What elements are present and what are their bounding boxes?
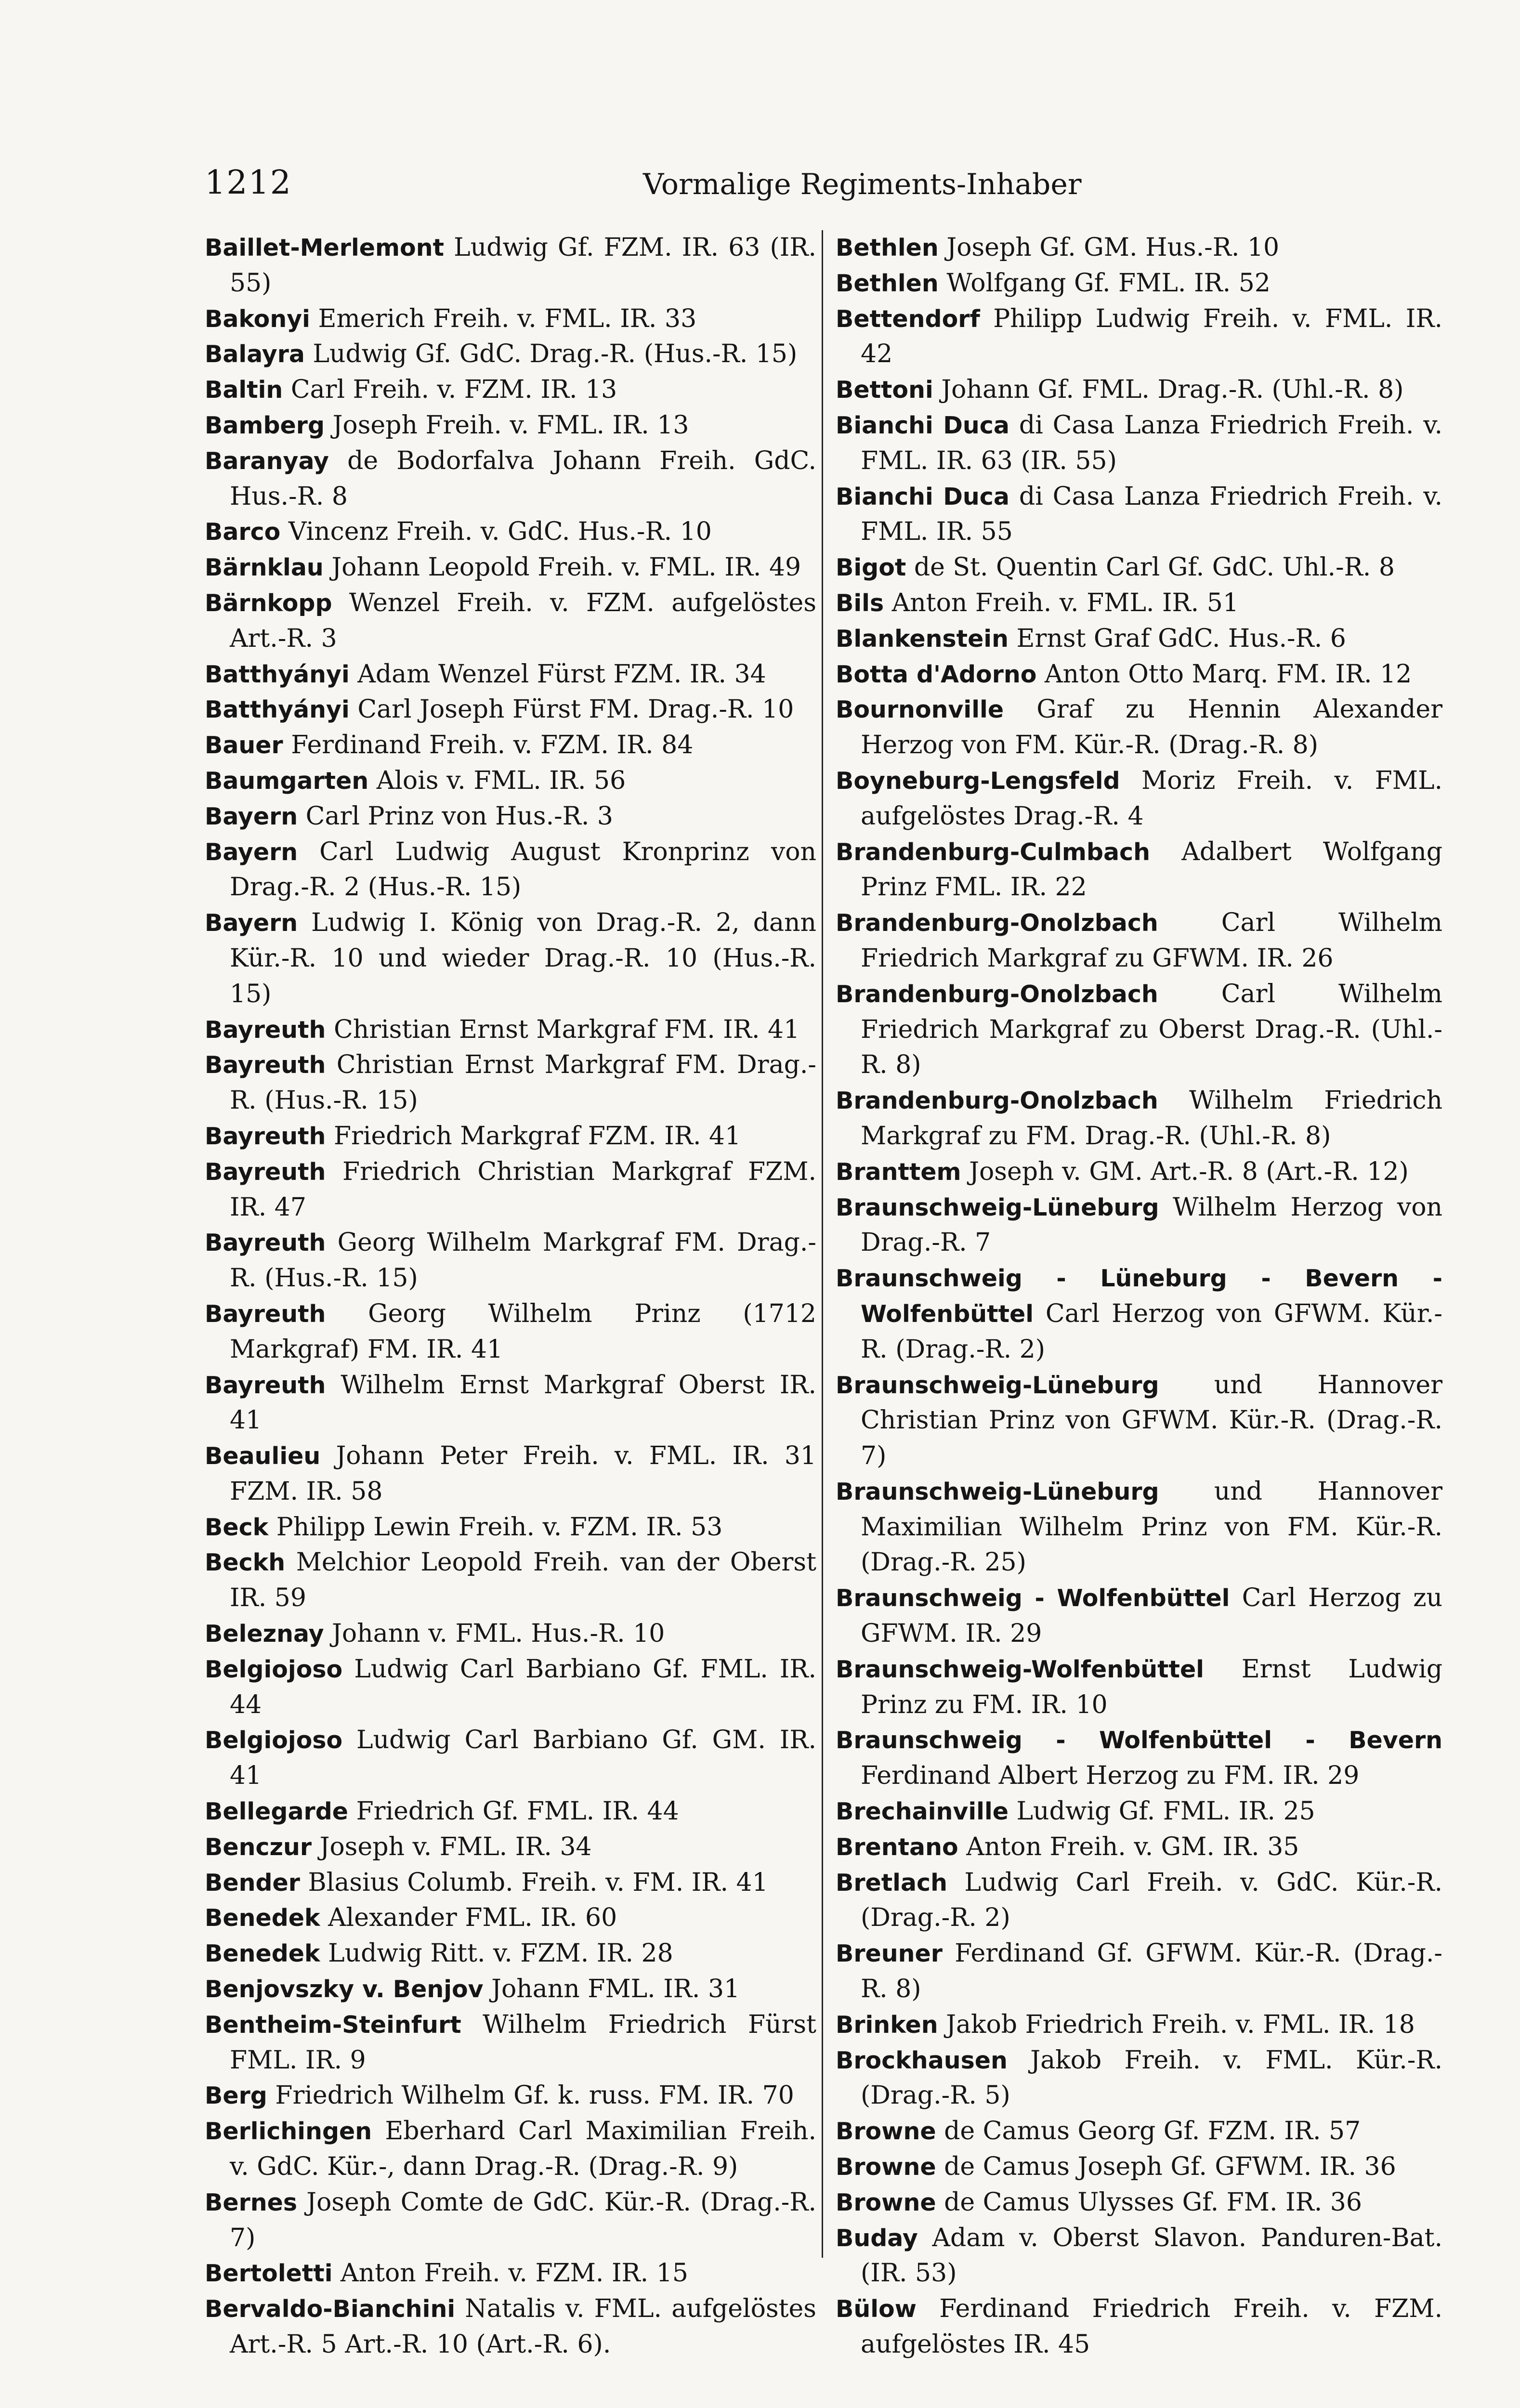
entry-name: Baumgarten [205,767,369,795]
register-entry [836,586,1442,621]
entry-name: Baltin [205,376,283,404]
entry-name: Bamberg [205,411,325,439]
register-entry [836,1154,1442,1190]
register-entry [205,2114,816,2185]
register-entry [836,479,1442,550]
register-entry [205,728,816,763]
entry-name: Bretlach [836,1869,947,1897]
entry-name: Bertoletti [205,2260,333,2288]
register-entry [205,2007,816,2079]
entry-text: Anton Freih. v. FML. IR. 51 [891,588,1239,617]
register-entry [205,444,816,515]
entry-text: Ludwig Carl Barbiano Gf. FML. IR. 44 [230,1654,816,1719]
register-entry [836,2114,1442,2149]
entry-text: Ernst Graf GdC. Hus.-R. 6 [1016,624,1346,653]
entry-name: Bayreuth [205,1122,326,1150]
entry-text: Ferdinand Freih. v. FZM. IR. 84 [291,731,694,760]
entry-text: Carl Herzog zu GFWM. IR. 29 [861,1584,1442,1649]
entry-name: Bethlen [836,269,939,297]
register-entry [205,2078,816,2114]
entry-name: Bettendorf [836,305,980,333]
entry-text: Alois v. FML. IR. 56 [376,766,626,795]
register-entry [836,1652,1442,1723]
register-entry [205,1225,816,1296]
register-entry [836,550,1442,586]
register-entry [205,2185,816,2256]
entry-name: Braunschweig-Lüneburg [836,1193,1159,1221]
entry-text: Ludwig I. König von Drag.-R. 2, dann Kür.-R. 10 und wieder Drag.-R. 10 (Hus.-R. 15) [230,908,816,1008]
entry-text: di Casa Lanza Friedrich Freih. v. FML. IR. 55 [861,482,1442,547]
register-entry [205,1865,816,1901]
register-entry [836,301,1442,373]
register-entry [836,2043,1442,2114]
entry-name: Browne [836,2188,936,2216]
entry-name: Buday [836,2224,918,2252]
entry-name: Breuner [836,1940,943,1968]
entry-name: Beckh [205,1549,286,1577]
entry-name: Benedek [205,1904,320,1932]
entry-text: Joseph v. GM. Art.-R. 8 (Art.-R. 12) [969,1157,1409,1186]
entry-text: Vincenz Freih. v. GdC. Hus.-R. 10 [288,517,712,547]
running-title: Vormalige Regiments-Inhaber [643,168,1082,201]
register-entry [205,1972,816,2007]
entry-text: de Camus Ulysses Gf. FM. IR. 36 [944,2187,1362,2217]
entry-text: Philipp Ludwig Freih. v. FML. IR. 42 [861,304,1442,369]
entry-name: Bayreuth [205,1158,326,1186]
entry-name: Beaulieu [205,1442,321,1470]
entry-name: Berg [205,2082,267,2110]
entry-name: Baillet-Merlemont [205,234,445,262]
entry-text: de Bodorfalva Johann Freih. GdC. Hus.-R. 8 [230,446,816,511]
entry-name: Brandenburg-Onolzbach [836,909,1158,937]
page-header [205,164,1452,217]
entry-name: Bianchi Duca [836,411,1009,439]
register-entry [836,1083,1442,1154]
register-entry [205,1830,816,1865]
entry-text: Friedrich Wilhelm Gf. k. russ. FM. IR. 70 [275,2081,794,2110]
entry-text: Adalbert Wolfgang Prinz FML. IR. 22 [861,837,1443,902]
register-entry [205,1616,816,1652]
register-entry [205,1900,816,1936]
register-entry [205,692,816,728]
entry-name: Brandenburg-Culmbach [836,838,1150,866]
entry-name: Balayra [205,340,305,368]
entry-text: di Casa Lanza Friedrich Freih. v. FML. IR. 63 (IR. 55) [861,410,1442,475]
entry-name: Bayreuth [205,1229,326,1257]
column-divider [822,230,823,2258]
entry-text: Carl Ludwig August Kronprinz von Drag.-R. 2 (Hus.-R. 15) [230,837,817,902]
entry-name: Bentheim-Steinfurt [205,2011,461,2039]
register-entry [205,550,816,586]
entry-text: Jakob Friedrich Freih. v. FML. IR. 18 [946,2010,1415,2039]
register-entry [205,1047,816,1119]
entry-name: Batthyányi [205,696,350,724]
entry-name: Bayern [205,802,298,830]
entry-name: Bigot [836,554,906,582]
entry-text: Wilhelm Friedrich Fürst FML. IR. 9 [230,2010,816,2075]
register-entry [205,657,816,693]
entry-name: Brentano [836,1833,958,1861]
register-entry [836,2185,1442,2221]
entry-text: Anton Otto Marq. FM. IR. 12 [1044,659,1412,689]
right-column [836,230,1442,2363]
entry-text: Friedrich Markgraf FZM. IR. 41 [333,1121,741,1151]
entry-text: Wolfgang Gf. FML. IR. 52 [946,268,1271,298]
entry-text: Ludwig Ritt. v. FZM. IR. 28 [328,1939,673,1968]
register-entry [205,1296,816,1368]
register-entry [205,2291,816,2363]
entry-text: Eberhard Carl Maximilian Freih. v. GdC. Kür.-, dann Drag.-R. (Drag.-R. 9) [230,2117,816,2182]
entry-text: Johann v. FML. Hus.-R. 10 [332,1619,665,1649]
register-entry [836,1190,1442,1261]
register-entry [205,1439,816,1510]
entry-name: Braunschweig - Lüneburg - Bevern - Wolfenbüttel [836,1265,1442,1328]
entry-name: Brinken [836,2011,938,2039]
entry-text: Johann FML. IR. 31 [491,1975,740,2004]
entry-name: Benedek [205,1940,320,1968]
entry-text: Christian Ernst Markgraf FM. IR. 41 [333,1015,800,1044]
register-entry [205,763,816,799]
entry-name: Branttem [836,1158,961,1186]
entry-name: Bayern [205,909,298,937]
register-entry [205,799,816,835]
register-entry [205,835,816,906]
entry-name: Brockhausen [836,2046,1008,2074]
entry-text: Moriz Freih. v. FML. aufgelöstes Drag.-R. 4 [861,766,1442,831]
entry-text: Ludwig Carl Freih. v. GdC. Kür.-R. (Drag.-R. 2) [861,1868,1442,1933]
entry-name: Blankenstein [836,625,1009,653]
entry-text: Wilhelm Ernst Markgraf Oberst IR. 41 [230,1370,817,1435]
register-entry [205,337,816,372]
entry-name: Benczur [205,1833,312,1861]
register-entry [836,2221,1442,2292]
entry-text: Adam Wenzel Fürst FZM. IR. 34 [357,659,766,689]
register-entry [205,372,816,408]
register-entry [836,621,1442,657]
entry-text: Ernst Ludwig Prinz zu FM. IR. 10 [861,1654,1443,1719]
entry-name: Boyneburg-Lengsfeld [836,767,1120,795]
entry-name: Batthyányi [205,660,350,688]
entry-text: Wenzel Freih. v. FZM. aufgelöstes Art.-R. 3 [230,588,817,653]
entry-text: Carl Herzog von GFWM. Kür.-R. (Drag.-R. 2) [861,1299,1442,1364]
entry-text: Anton Freih. v. GM. IR. 35 [966,1832,1299,1861]
register-entry [205,1545,816,1616]
register-entry [205,514,816,550]
register-entry [205,1510,816,1545]
register-entry [836,1368,1442,1474]
entry-name: Benjovszky v. Benjov [205,1976,484,2003]
register-entry [836,1581,1442,1652]
entry-text: de St. Quentin Carl Gf. GdC. Uhl.-R. 8 [914,553,1395,582]
register-entry [205,905,816,1012]
register-entry [836,977,1442,1083]
entry-name: Braunschweig - Wolfenbüttel - Bevern [836,1727,1442,1754]
entry-name: Bayreuth [205,1051,326,1079]
entry-text: Ludwig Carl Barbiano Gf. GM. IR. 41 [230,1726,817,1791]
register-entry [205,1652,816,1723]
left-column [205,230,816,2363]
entry-text: Ludwig Gf. FML. IR. 25 [1016,1797,1315,1826]
entry-name: Bayreuth [205,1016,326,1044]
register-entry [836,692,1442,763]
entry-name: Bärnklau [205,554,324,582]
register-entry [205,586,816,657]
entry-text: Philipp Lewin Freih. v. FZM. IR. 53 [276,1512,723,1542]
entry-name: Bender [205,1869,300,1897]
register-entry [836,1723,1442,1794]
page-number: 1212 [205,164,292,202]
register-entry [205,2256,816,2291]
entry-name: Botta d'Adorno [836,660,1037,688]
register-entry [205,1723,816,1794]
entry-name: Brandenburg-Onolzbach [836,1087,1158,1115]
entry-text: Johann Peter Freih. v. FML. IR. 31 FZM. IR. 58 [230,1441,816,1506]
register-entry [836,372,1442,408]
entry-text: Jakob Freih. v. FML. Kür.-R. (Drag.-R. 5) [861,2045,1443,2110]
entry-name: Bayreuth [205,1300,326,1328]
register-entry [205,1368,816,1439]
register-entry [836,1474,1442,1581]
entry-name: Braunschweig-Lüneburg [836,1478,1159,1505]
register-entry [836,266,1442,301]
entry-name: Bettoni [836,376,933,404]
entry-text: Adam v. Oberst Slavon. Panduren-Bat. (IR. 53) [861,2223,1442,2288]
entry-name: Belgiojoso [205,1655,343,1683]
entry-name: Brechainville [836,1798,1009,1826]
entry-text: Friedrich Christian Markgraf FZM. IR. 47 [230,1157,816,1222]
entry-text: Carl Joseph Fürst FM. Drag.-R. 10 [357,695,794,724]
entry-name: Brandenburg-Onolzbach [836,980,1158,1008]
entry-text: Emerich Freih. v. FML. IR. 33 [318,304,697,333]
register-entry [836,230,1442,266]
entry-text: Wilhelm Herzog von Drag.-R. 7 [861,1192,1443,1257]
register-entry [205,301,816,337]
register-entry [836,1830,1442,1865]
register-entry [836,1865,1442,1937]
entry-name: Barco [205,518,281,546]
entry-text: Alexander FML. IR. 60 [328,1903,617,1933]
entry-text: Joseph v. FML. IR. 34 [319,1832,592,1861]
entry-name: Bayern [205,838,298,866]
register-entry [836,1794,1442,1830]
register-entry [205,230,816,301]
register-entry [836,2291,1442,2363]
entry-text: Ferdinand Friedrich Freih. v. FZM. aufgelöstes IR. 45 [861,2294,1442,2359]
entry-text: und Hannover Christian Prinz von GFWM. Kür.-R. (Drag.-R. 7) [861,1370,1442,1471]
entry-text: Joseph Comte de GdC. Kür.-R. (Drag.-R. 7) [230,2187,817,2252]
register-entry [836,2149,1442,2185]
entry-text: Ludwig Gf. GdC. Drag.-R. (Hus.-R. 15) [313,340,798,369]
entry-text: Johann Gf. FML. Drag.-R. (Uhl.-R. 8) [941,375,1404,405]
register-entry [205,1154,816,1226]
register-entry [205,1794,816,1830]
entry-text: Blasius Columb. Freih. v. FM. IR. 41 [308,1868,768,1897]
entry-text: Friedrich Gf. FML. IR. 44 [356,1797,679,1826]
entry-name: Bervaldo-Bianchini [205,2295,456,2323]
entry-name: Browne [836,2118,936,2146]
entry-name: Beck [205,1513,269,1541]
register-entry [836,763,1442,835]
entry-name: Belgiojoso [205,1727,343,1754]
entry-text: de Camus Georg Gf. FZM. IR. 57 [944,2117,1361,2146]
entry-text: Natalis v. FML. aufgelöstes Art.-R. 5 Art.-R. 10 (Art.-R. 6). [230,2294,816,2359]
entry-text: Anton Freih. v. FZM. IR. 15 [341,2259,688,2288]
entry-name: Bils [836,589,884,617]
entry-text: Carl Wilhelm Friedrich Markgraf zu Oberst Drag.-R. (Uhl.-R. 8) [861,979,1442,1080]
entry-text: Ferdinand Albert Herzog zu FM. IR. 29 [861,1761,1360,1791]
entry-text: Georg Wilhelm Markgraf FM. Drag.-R. (Hus.-R. 15) [230,1228,816,1293]
entry-name: Bayreuth [205,1371,326,1399]
entry-text: Wilhelm Friedrich Markgraf zu FM. Drag.-R. (Uhl.-R. 8) [861,1086,1442,1151]
entry-name: Bianchi Duca [836,483,1009,510]
entry-name: Braunschweig-Lüneburg [836,1371,1159,1399]
entry-text: Carl Freih. v. FZM. IR. 13 [290,375,617,405]
entry-text: de Camus Joseph Gf. GFWM. IR. 36 [944,2152,1396,2182]
entry-name: Bellegarde [205,1798,349,1826]
entry-text: Carl Prinz von Hus.-R. 3 [305,801,613,831]
entry-name: Braunschweig-Wolfenbüttel [836,1655,1204,1683]
entry-name: Bethlen [836,234,939,262]
entry-name: Bernes [205,2188,298,2216]
entry-text: Graf zu Hennin Alexander Herzog von FM. Kür.-R. (Drag.-R. 8) [861,695,1442,760]
entry-text: Melchior Leopold Freih. van der Oberst IR. 59 [230,1548,817,1613]
entry-name: Beleznay [205,1620,324,1648]
entry-name: Bauer [205,732,283,759]
entry-name: Bournonville [836,696,1004,724]
entry-text: Ferdinand Gf. GFWM. Kür.-R. (Drag.-R. 8) [861,1939,1442,2004]
entry-text: Georg Wilhelm Prinz (1712 Markgraf) FM. IR. 41 [230,1299,816,1364]
register-entry [205,1936,816,1972]
register-entry [205,1119,816,1154]
entry-name: Bärnkopp [205,589,332,617]
register-entry [836,408,1442,479]
register-entry [205,1012,816,1048]
entry-text: Joseph Gf. GM. Hus.-R. 10 [946,233,1280,262]
register-entry [836,835,1442,906]
entry-name: Browne [836,2153,936,2181]
entry-name: Braunschweig - Wolfenbüttel [836,1584,1230,1612]
register-entry [836,657,1442,693]
entry-text: Carl Wilhelm Friedrich Markgraf zu GFWM. IR. 26 [861,908,1442,973]
entry-text: Johann Leopold Freih. v. FML. IR. 49 [331,553,801,582]
entry-name: Bakonyi [205,305,310,333]
register-entry [205,408,816,444]
register-entry [836,1261,1442,1367]
entry-name: Bülow [836,2295,917,2323]
entry-text: und Hannover Maximilian Wilhelm Prinz von FM. Kür.-R. (Drag.-R. 25) [861,1477,1442,1577]
entry-text: Joseph Freih. v. FML. IR. 13 [332,410,689,440]
register-entry [836,1936,1442,2007]
entry-name: Berlichingen [205,2118,372,2146]
entry-text: Ludwig Gf. FZM. IR. 63 (IR. 55) [230,233,816,298]
register-entry [836,2007,1442,2043]
register-entry [836,905,1442,977]
entry-name: Baranyay [205,447,329,475]
entry-text: Christian Ernst Markgraf FM. Drag.-R. (Hus.-R. 15) [230,1050,816,1115]
